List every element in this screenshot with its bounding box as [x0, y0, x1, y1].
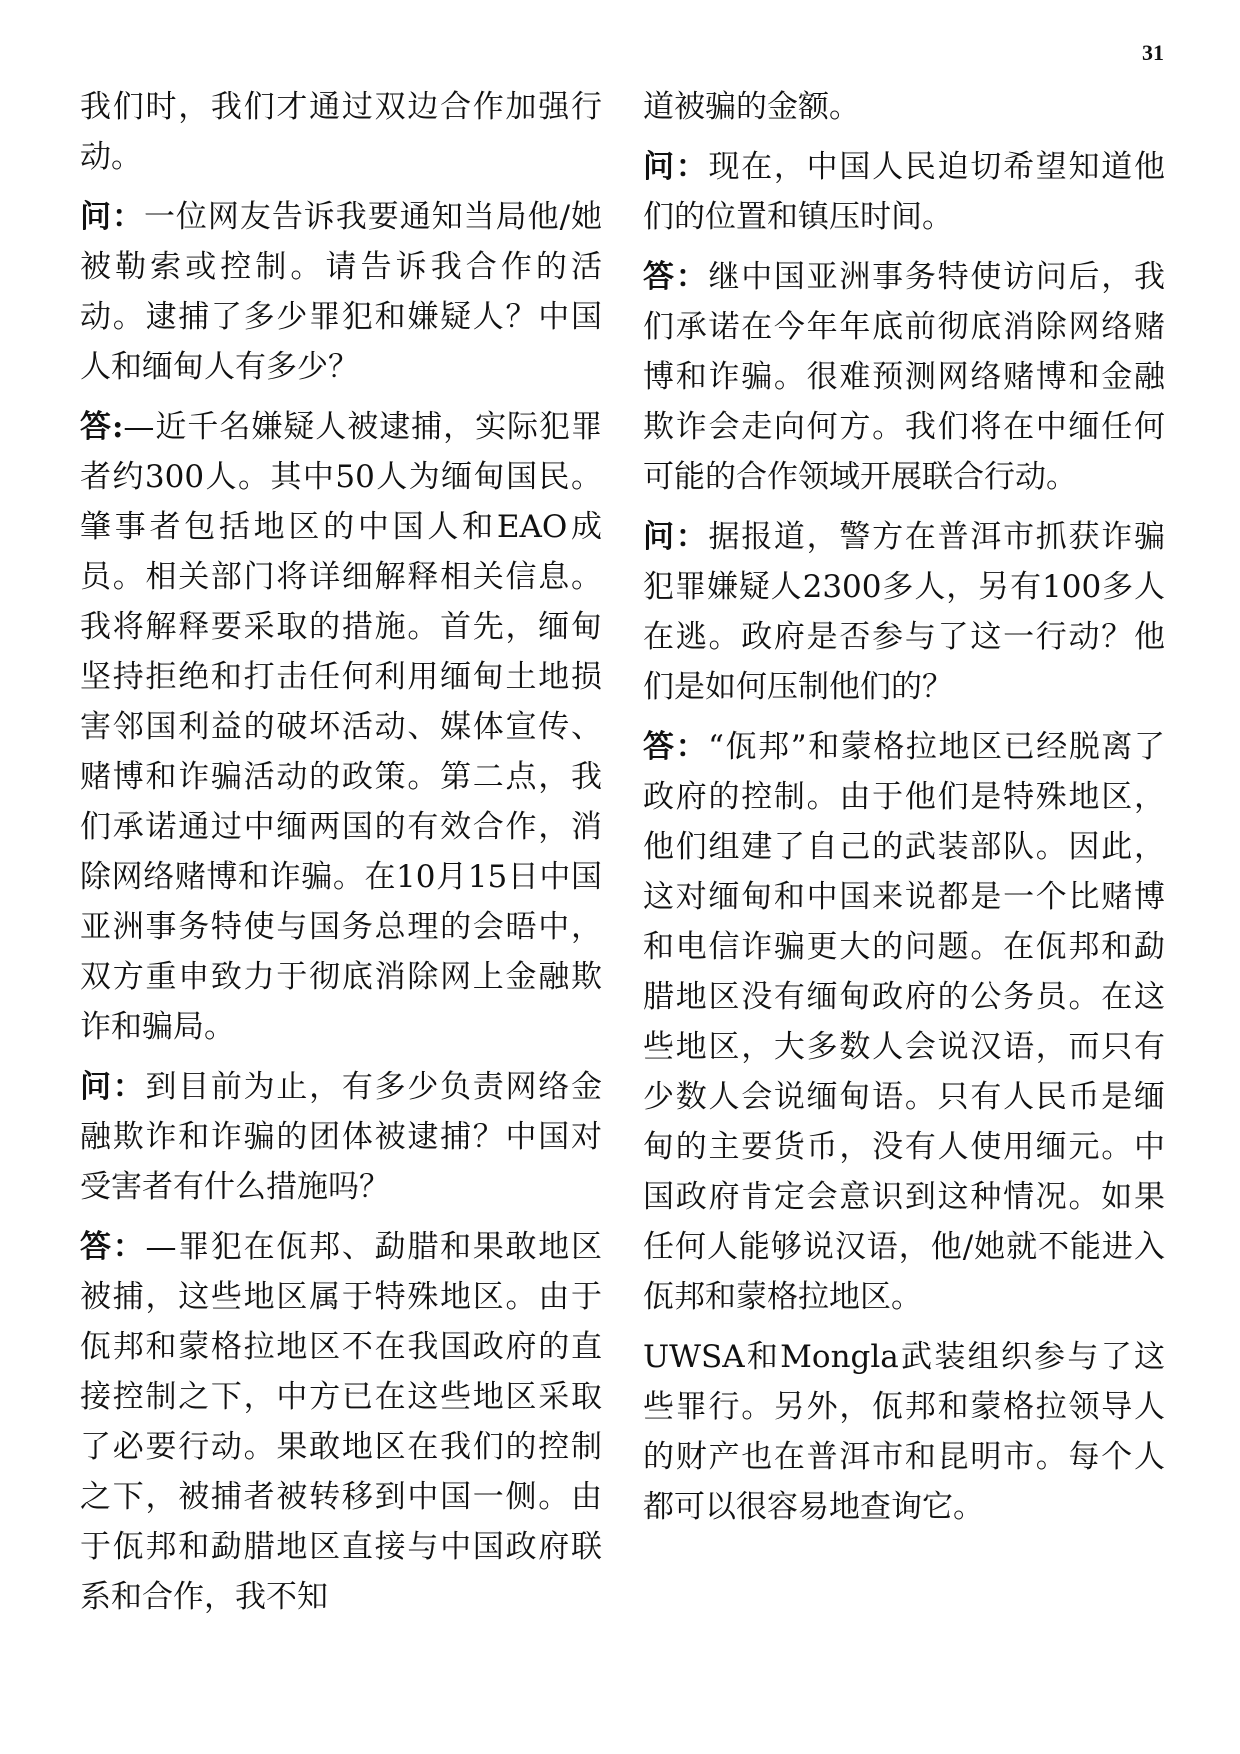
- question-label: 问：: [80, 199, 144, 235]
- answer-paragraph: [643, 722, 1165, 1322]
- paragraph: [80, 82, 602, 182]
- answer-text: “佤邦”和蒙格拉地区已经脱离了政府的控制。由于他们是特殊地区，他们组建了自己的武装部队。因此，这对缅甸和中国来说都是一个比赌博和电信诈骗更大的问题。在佤邦和勐腊地区没有缅甸政府的公务员。在这些地区，大多数人会说汉语，而只有少数人会说缅甸语。只有人民币是缅甸的主要货币，没有人使用缅元。中国政府肯定会意识到这种情况。如果任何人能够说汉语，他/她就不能进入佤邦和蒙格拉地区。: [643, 729, 1166, 1315]
- paragraph-text: 道被骗的金额。: [643, 89, 860, 125]
- question-paragraph: [80, 1062, 602, 1212]
- question-text: 一位网友告诉我要通知当局他/她被勒索或控制。请告诉我合作的活动。逮捕了多少罪犯和嫌疑人？中国人和缅甸人有多少？: [80, 199, 602, 385]
- question-paragraph: [643, 512, 1165, 712]
- question-paragraph: [80, 192, 602, 392]
- question-label: 问：: [80, 1069, 146, 1105]
- answer-text: 继中国亚洲事务特使访问后，我们承诺在今年年底前彻底消除网络赌博和诈骗。很难预测网络赌博和金融欺诈会走向何方。我们将在中缅任何可能的合作领域开展联合行动。: [643, 259, 1166, 495]
- question-text: 到目前为止，有多少负责网络金融欺诈和诈骗的团体被逮捕？中国对受害者有什么措施吗？: [80, 1069, 603, 1205]
- answer-paragraph: [643, 252, 1165, 502]
- paragraph-text: UWSA和Mongla武装组织参与了这些罪行。另外，佤邦和蒙格拉领导人的财产也在普洱市和昆明市。每个人都可以很容易地查询它。: [643, 1339, 1165, 1525]
- right-column: [643, 82, 1165, 1542]
- answer-label: 答：: [80, 1229, 146, 1265]
- question-label: 问：: [643, 149, 709, 185]
- answer-label: 答：: [643, 729, 709, 765]
- question-text: 现在，中国人民迫切希望知道他们的位置和镇压时间。: [643, 149, 1166, 235]
- answer-paragraph: [80, 402, 602, 1052]
- answer-text: —近千名嫌疑人被逮捕，实际犯罪者约300人。其中50人为缅甸国民。肇事者包括地区的中国人和EAO成员。相关部门将详细解释相关信息。我将解释要采取的措施。首先，缅甸坚持拒绝和打击任何利用缅甸土地损害邻国利益的破坏活动、媒体宣传、赌博和诈骗活动的政策。第二点，我们承诺通过中缅两国的有效合作，消除网络赌博和诈骗。在10月15日中国亚洲事务特使与国务总理的会晤中，双方重申致力于彻底消除网上金融欺诈和骗局。: [80, 409, 602, 1045]
- question-text: 据报道，警方在普洱市抓获诈骗犯罪嫌疑人2300多人，另有100多人在逃。政府是否参与了这一行动？他们是如何压制他们的？: [643, 519, 1166, 705]
- answer-label: 答:: [80, 409, 124, 445]
- paragraph-text: 我们时，我们才通过双边合作加强行动。: [80, 89, 602, 175]
- question-paragraph: [643, 142, 1165, 242]
- question-label: 问：: [643, 519, 709, 555]
- answer-paragraph: [80, 1222, 602, 1622]
- paragraph: [643, 1332, 1165, 1532]
- page-number: 31: [1142, 40, 1164, 65]
- paragraph: [643, 82, 1165, 132]
- left-column: [80, 82, 602, 1632]
- answer-text: —罪犯在佤邦、勐腊和果敢地区被捕，这些地区属于特殊地区。由于佤邦和蒙格拉地区不在我国政府的直接控制之下，中方已在这些地区采取了必要行动。果敢地区在我们的控制之下，被捕者被转移到中国一侧。由于佤邦和勐腊地区直接与中国政府联系和合作，我不知: [80, 1229, 603, 1615]
- answer-label: 答：: [643, 259, 709, 295]
